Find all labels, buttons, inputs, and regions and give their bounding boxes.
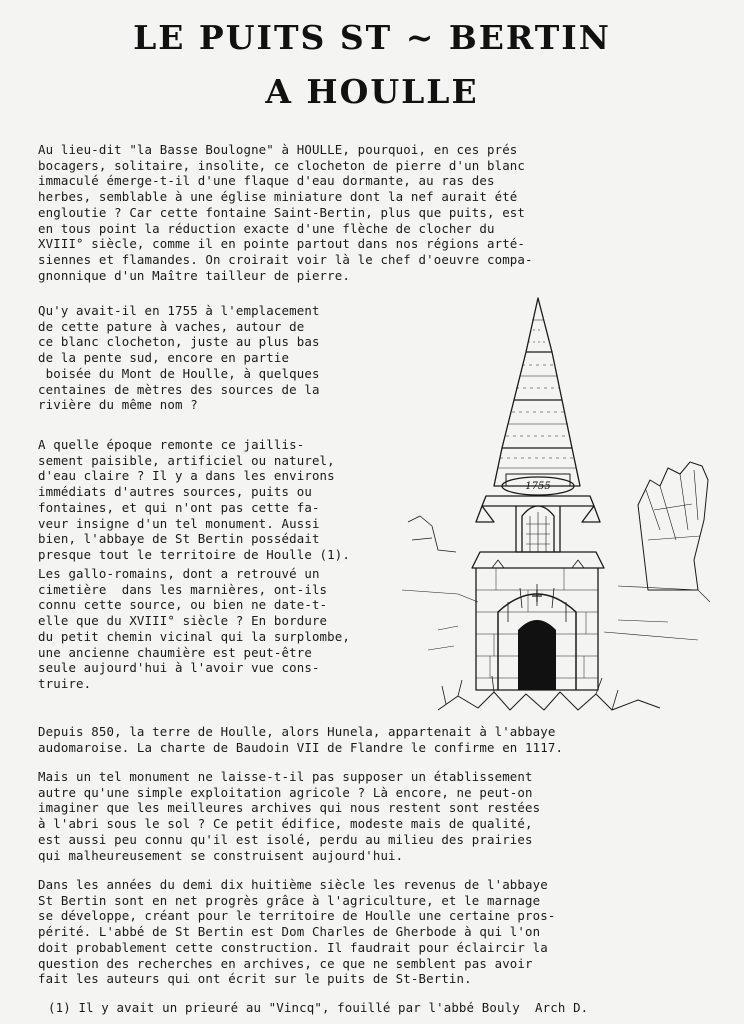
page-subtitle: A HOULLE: [265, 72, 479, 111]
paragraph-1755: Qu'y avait-il en 1755 à l'emplacement de cette pature à vaches, autour de ce blanc clocheton, juste au plus bas de la pente sud, encore en partie boisée du Mont de Houlle, à quelques centaines de mètres des sources de la rivière du même nom ?: [38, 303, 320, 413]
paragraph-epoque: A quelle époque remonte ce jaillis- sement paisible, artificiel ou naturel, d'eau claire ? Il y a dans les environs immédiats d'autres sources, puits ou fontaines, et qui n'ont pas cette fa- veur insigne d'un tel monument. Aussi bien, l'abbaye de St Bertin possédait presque tout le territoire de Houlle (1).: [38, 437, 351, 562]
page-title: LE PUITS ST ~ BERTIN: [133, 18, 611, 57]
well-illustration: [398, 290, 714, 720]
footnote: (1) Il y avait un prieuré au "Vincq", fouillé par l'abbé Bouly Arch D.: [48, 1000, 589, 1015]
paragraph-depuis-850: Depuis 850, la terre de Houlle, alors Hunela, appartenait à l'abbaye audomaroise. La charte de Baudoin VII de Flandre le confirme en 1117.: [38, 724, 564, 755]
paragraph-monument: Mais un tel monument ne laisse-t-il pas supposer un établissement autre qu'une simple exploitation agricole ? Là encore, ne peut-on imaginer que les meilleures archives qui nous restent sont restées à l'abri sous le sol ? Ce petit édifice, modeste mais de qualité, est aussi peu connu qu'il est isolé, perdu au milieu des prairies qui malheureusement se construisent aujourd'hui.: [38, 769, 541, 863]
intro-paragraph: Au lieu-dit "la Basse Boulogne" à HOULLE, pourquoi, en ces prés bocagers, solitaire, insolite, ce clocheton de pierre d'un blanc immaculé émerge-t-il d'une flaque d'eau dormante, au ras des herbes, semblable à une église miniature dont la nef aurait été engloutie ? Car cette fontaine Saint-Bertin, plus que puits, est en tous point la réduction exacte d'une flèche de clocher du XVIII° siècle, comme il en pointe partout dans nos régions arté- siennes et flamandes. On croirait voir là le chef d'oeuvre compa- gnonnique d'un Maître tailleur de pierre.: [38, 142, 533, 283]
paragraph-annees: Dans les années du demi dix huitième siècle les revenus de l'abbaye St Bertin sont en net progrès grâce à l'agriculture, et le marnage se développe, créant pour le territoire de Houlle une certaine pros- périté. L'abbé de St Bertin est Dom Charles de Gherbode à qui l'on doit probablement cette construction. Il faudrait pour éclaircir la question des recherches en archives, ce que ne semblent pas avoir fait les auteurs qui ont écrit sur le puits de St-Bertin.: [38, 877, 556, 987]
date-plaque: 1755: [525, 481, 551, 492]
paragraph-gallo-romains: Les gallo-romains, dont a retrouvé un cimetière dans les marnières, ont-ils connu cette source, ou bien ne date-t- elle que du XVIII° siècle ? En bordure du petit chemin vicinal qui la surplombe, une ancienne chaumière est peut-être seule aujourd'hui à l'avoir vue cons- truire.: [38, 566, 351, 691]
